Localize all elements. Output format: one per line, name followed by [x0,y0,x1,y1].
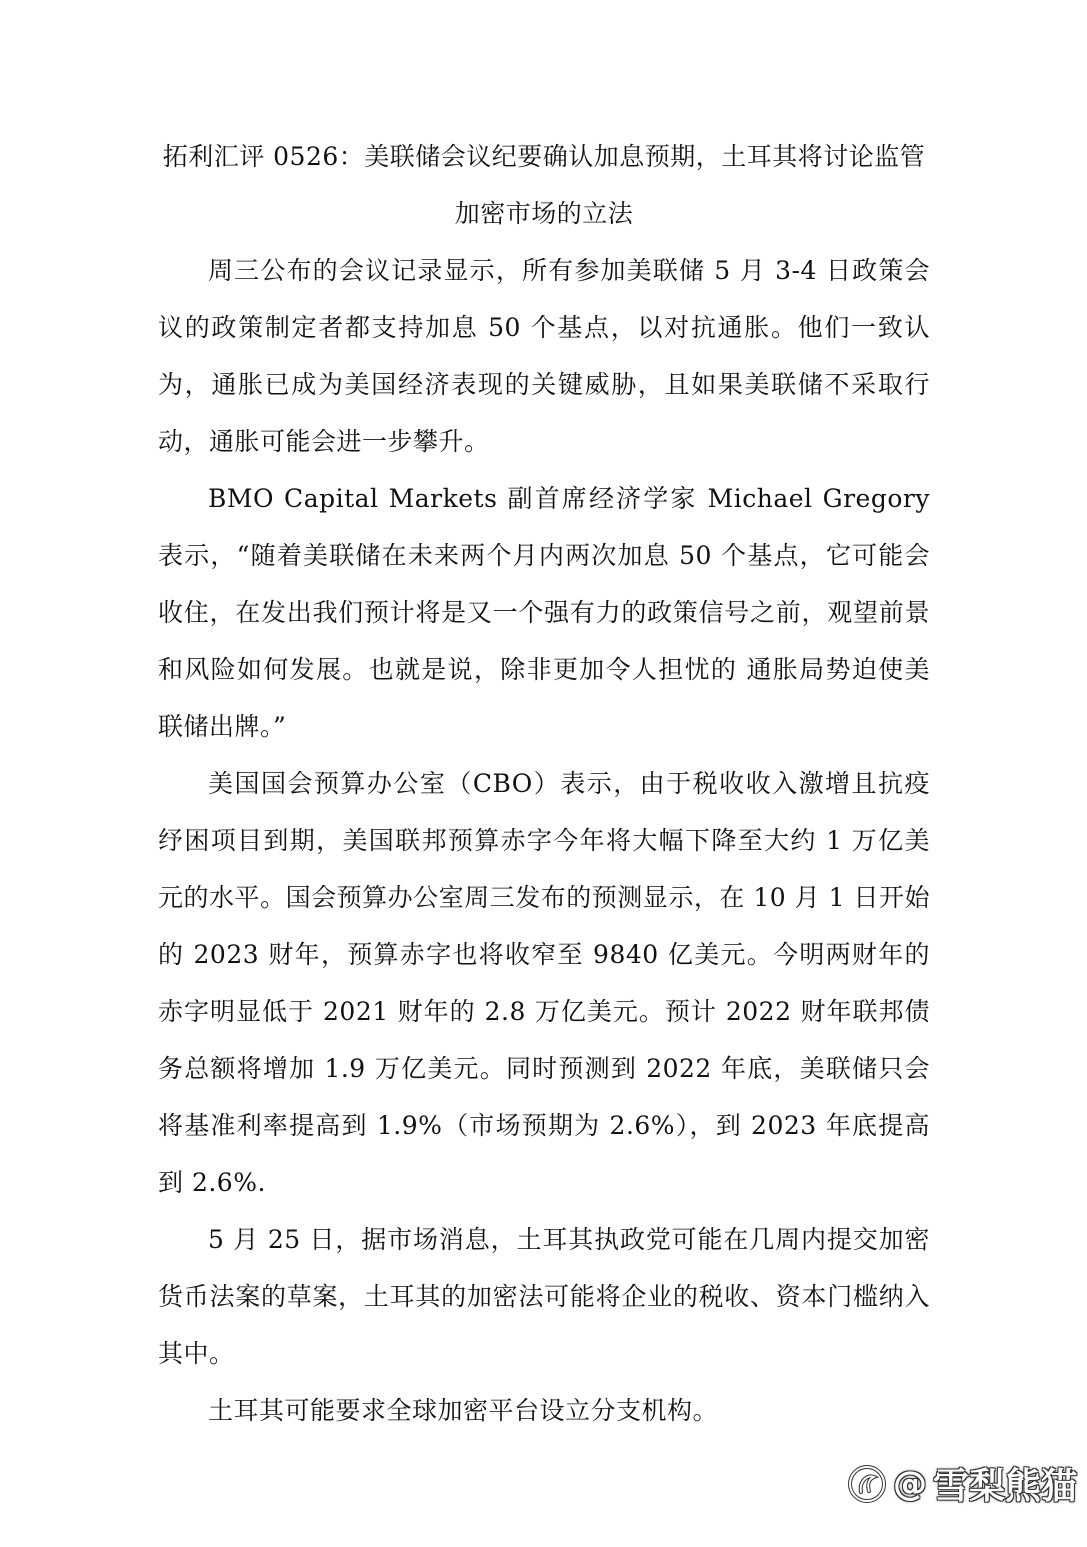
watermark-at: @ [892,1463,927,1504]
snowball-logo-icon [847,1464,887,1504]
paragraph-cbo-deficit: 美国国会预算办公室（CBO）表示，由于税收收入激增且抗疫纾困项目到期，美国联邦预算赤字今年将大幅下降至大约 1 万亿美元的水平。国会预算办公室周三发布的预测显示，在 10 月 1 日开始的 2023 财年，预算赤字也将收窄至 9840 亿美元。今明两财年的赤字明显低于 2021 财年的 2.8 万亿美元。预计 2022 财年联邦债务总额将增加 1.9 万亿美元。同时预测到 2022 年底，美联储只会将基准利率提高到 1.9%（市场预期为 2.6%），到 2023 年底提高到 2.6%. [158,769,930,1197]
document-title [158,128,930,242]
paragraph-turkey-branches: 土耳其可能要求全球加密平台设立分支机构。 [208,1396,719,1425]
watermark [847,1458,1077,1509]
title-line-1: 拓利汇评 0526：美联储会议纪要确认加息预期，土耳其将讨论监管 [162,142,926,171]
document-body [158,128,930,1439]
paragraph-bmo-quote: BMO Capital Markets 副首席经济学家 Michael Gregory 表示，“随着美联储在未来两个月内两次加息 50 个基点，它可能会收住，在发出我们预计将是又一个强有力的政策信号之前，观望前景和风险如何发展。也就是说，除非更加令人担忧的 通胀局势迫使美联储出牌。” [158,484,930,741]
watermark-text: 雪梨熊猫 [932,1466,1077,1507]
title-line-2: 加密市场的立法 [454,199,634,228]
paragraph-fomc-minutes: 周三公布的会议记录显示，所有参加美联储 5 月 3-4 日政策会议的政策制定者都支持加息 50 个基点，以对抗通胀。他们一致认为，通胀已成为美国经济表现的关键威胁，且如果美联储不采取行动，通胀可能会进一步攀升。 [158,256,930,456]
paragraph-turkey-crypto-law: 5 月 25 日，据市场消息，土耳其执政党可能在几周内提交加密货币法案的草案，土耳其的加密法可能将企业的税收、资本门槛纳入其中。 [158,1225,930,1368]
